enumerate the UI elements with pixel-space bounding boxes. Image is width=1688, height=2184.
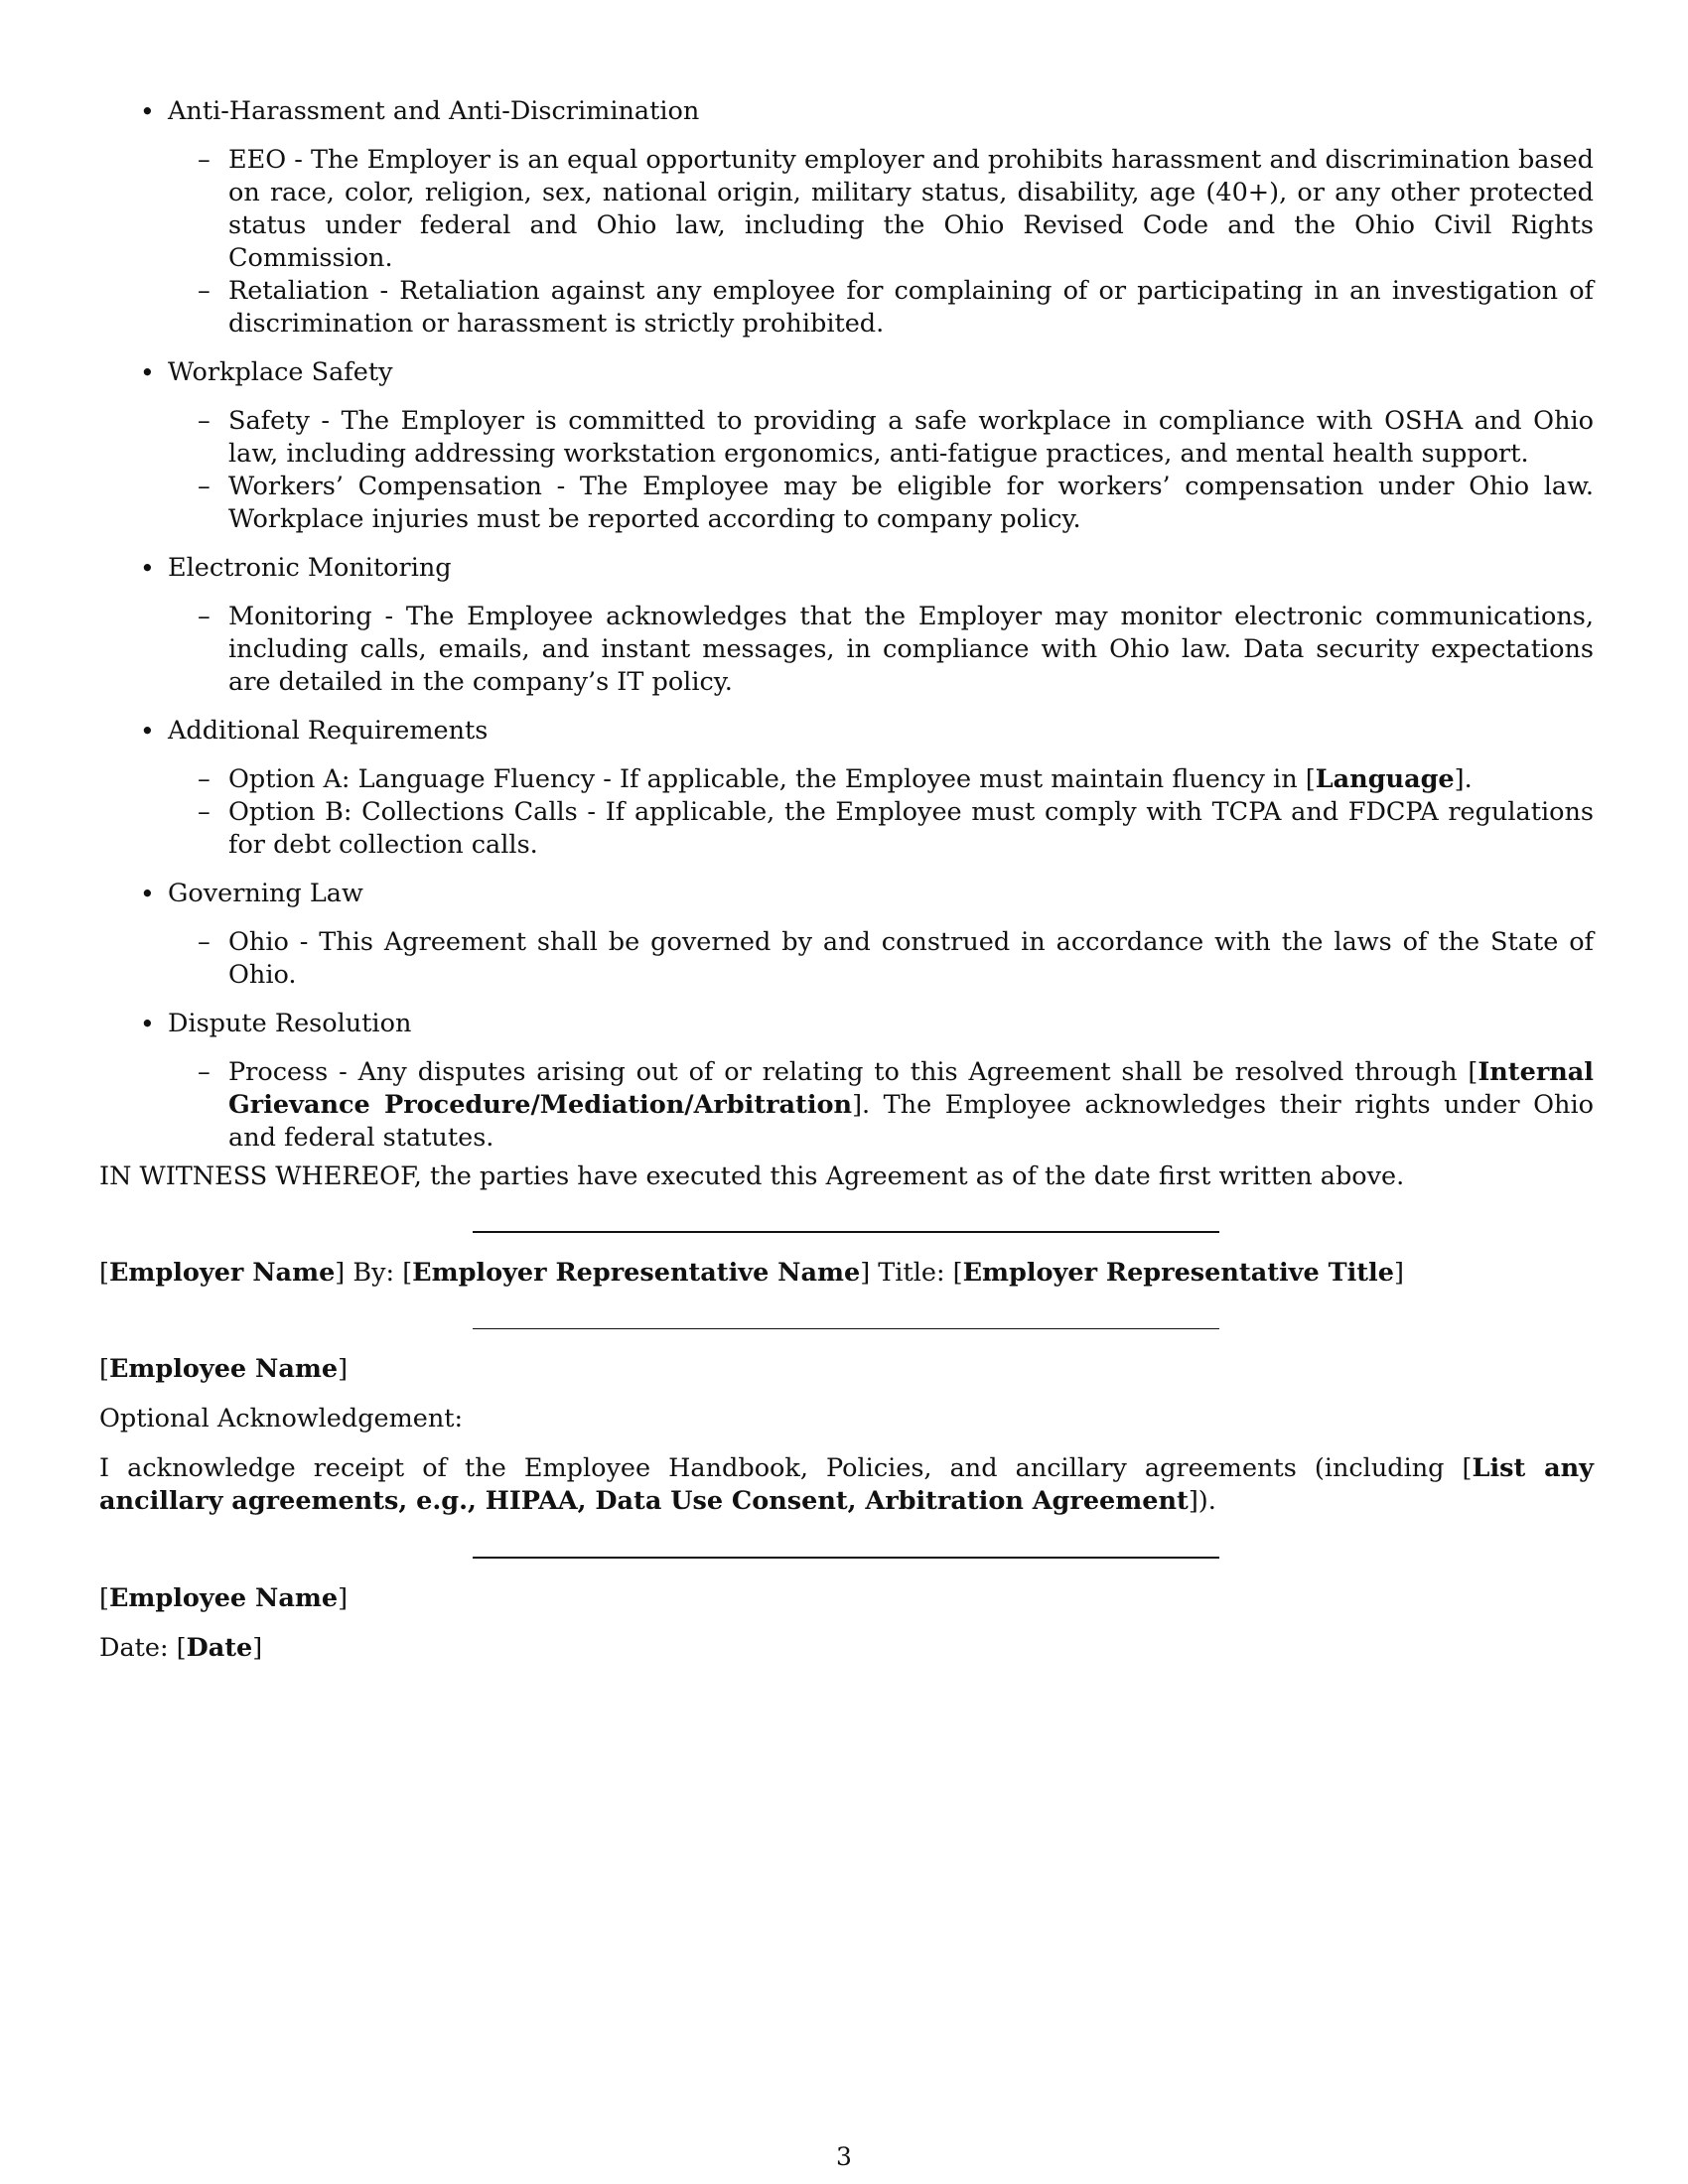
item-text: Monitoring - The Employee acknowledges that the Employer may monitor electronic communications, including calls, emails, and instant messages, in compliance with Ohio law. Data security expectations are detailed in the company’s IT policy. — [228, 602, 1594, 697]
ack-text-post: ]). — [1188, 1486, 1216, 1516]
section-heading: Governing Law — [168, 879, 363, 908]
dash-icon: – — [198, 602, 211, 631]
bullet-icon: • — [140, 880, 155, 908]
employer-signature-line[interactable] — [473, 1231, 1219, 1233]
acknowledgement-signature-block: [Employee Name] — [99, 1583, 349, 1613]
dash-icon: – — [198, 927, 211, 957]
employer-name: Employer Name — [108, 1258, 336, 1288]
dash-icon: – — [198, 797, 211, 827]
dash-icon: – — [198, 764, 211, 794]
item-text-post: ]. The Employee acknowledges their rights under Ohio and federal statutes. — [228, 1090, 1594, 1153]
item-text: Option B: Collections Calls - If applicable, the Employee must comply with TCPA and FDCPA regulations for debt collection calls. — [228, 797, 1594, 860]
item-text-pre: Option A: Language Fluency - If applicable, the Employee must maintain fluency in [ — [228, 764, 1316, 794]
section-items — [168, 144, 1594, 341]
list-item — [168, 601, 1594, 699]
section-governing-law — [99, 878, 1594, 992]
list-item — [168, 275, 1594, 341]
employee-name: Employee Name — [108, 1354, 339, 1384]
placeholder-language: Language — [1315, 764, 1455, 794]
item-text: EEO - The Employer is an equal opportunity employer and prohibits harassment and discrimination based on race, color, religion, sex, national origin, military status, disability, age (40+), or any other protected status under federal and Ohio law, including the Ohio Revised Code and the Ohio Civil Rights Commission. — [228, 145, 1595, 273]
page-number: 3 — [836, 2142, 852, 2171]
list-item — [168, 796, 1594, 862]
list-item — [168, 471, 1594, 536]
employee-signature-line[interactable] — [473, 1328, 1219, 1329]
placeholder-ancillary-agreements: List any ancillary agreements, e.g., HIPAA, Data Use Consent, Arbitration Agreement — [99, 1453, 1594, 1516]
employer-rep-title: Employer Representative Title — [962, 1258, 1394, 1288]
acknowledgement-label: Optional Acknowledgement: — [99, 1404, 464, 1433]
placeholder-dispute-process: Internal Grievance Procedure/Mediation/Arbitration — [228, 1057, 1594, 1120]
item-text: Retaliation - Retaliation against any employee for complaining of or participating in an investigation of discrimination or harassment is strictly prohibited. — [228, 276, 1594, 339]
item-text: Safety - The Employer is committed to providing a safe workplace in compliance with OSHA and Ohio law, including addressing workstation ergonomics, anti-fatigue practices, and mental health support. — [228, 406, 1594, 469]
section-items — [168, 926, 1594, 992]
dash-icon: – — [198, 472, 211, 501]
by-label: By: — [352, 1258, 395, 1288]
acknowledgement-text — [99, 1452, 1594, 1518]
bullet-icon: • — [140, 97, 155, 126]
dash-icon: – — [198, 145, 211, 175]
dash-icon: – — [198, 406, 211, 436]
section-heading: Anti-Harassment and Anti-Discrimination — [168, 96, 700, 126]
section-items — [168, 405, 1594, 536]
section-workplace-safety — [99, 356, 1594, 536]
section-heading: Dispute Resolution — [168, 1009, 412, 1038]
section-heading: Additional Requirements — [168, 716, 489, 746]
item-text-post: ]. — [1454, 764, 1473, 794]
date-line: Date: [Date] — [99, 1633, 263, 1663]
ack-text-pre: I acknowledge receipt of the Employee Handbook, Policies, and ancillary agreements (including [ — [99, 1453, 1473, 1483]
list-item — [168, 763, 1594, 796]
section-heading: Electronic Monitoring — [168, 553, 452, 583]
list-item — [168, 405, 1594, 471]
date-label: Date: — [99, 1633, 169, 1663]
employer-signature-block: [Employer Name] By: [Employer Representative Name] Title: [Employer Representative Title] — [99, 1258, 1404, 1288]
list-item — [168, 926, 1594, 992]
item-text-pre: Process - Any disputes arising out of or relating to this Agreement shall be resolved through [ — [228, 1057, 1478, 1087]
list-item — [168, 1056, 1594, 1155]
section-items — [168, 763, 1594, 862]
witness-clause: IN WITNESS WHEREOF, the parties have executed this Agreement as of the date first written above. — [99, 1161, 1405, 1191]
section-anti-harassment — [99, 95, 1594, 341]
document-page — [99, 95, 1594, 1665]
bullet-icon: • — [140, 554, 155, 583]
section-list — [99, 95, 1594, 1155]
bullet-icon: • — [140, 358, 155, 387]
section-items — [168, 601, 1594, 699]
dash-icon: – — [198, 1057, 211, 1087]
section-electronic-monitoring — [99, 552, 1594, 699]
item-text: Ohio - This Agreement shall be governed by and construed in accordance with the laws of the State of Ohio. — [228, 927, 1594, 990]
section-items — [168, 1056, 1594, 1155]
employee-name: Employee Name — [108, 1583, 339, 1613]
title-label: Title: — [878, 1258, 945, 1288]
date-value: Date — [186, 1633, 253, 1663]
list-item — [168, 144, 1594, 275]
acknowledgement-signature-line[interactable] — [473, 1557, 1219, 1559]
employer-rep-name: Employer Representative Name — [412, 1258, 861, 1288]
employee-signature-block: [Employee Name] — [99, 1354, 349, 1384]
section-heading: Workplace Safety — [168, 357, 393, 387]
item-text: Workers’ Compensation - The Employee may be eligible for workers’ compensation under Ohio law. Workplace injuries must be reported according to company policy. — [228, 472, 1594, 534]
dash-icon: – — [198, 276, 211, 306]
section-dispute-resolution — [99, 1008, 1594, 1155]
section-additional-requirements — [99, 715, 1594, 862]
bullet-icon: • — [140, 717, 155, 746]
bullet-icon: • — [140, 1010, 155, 1038]
